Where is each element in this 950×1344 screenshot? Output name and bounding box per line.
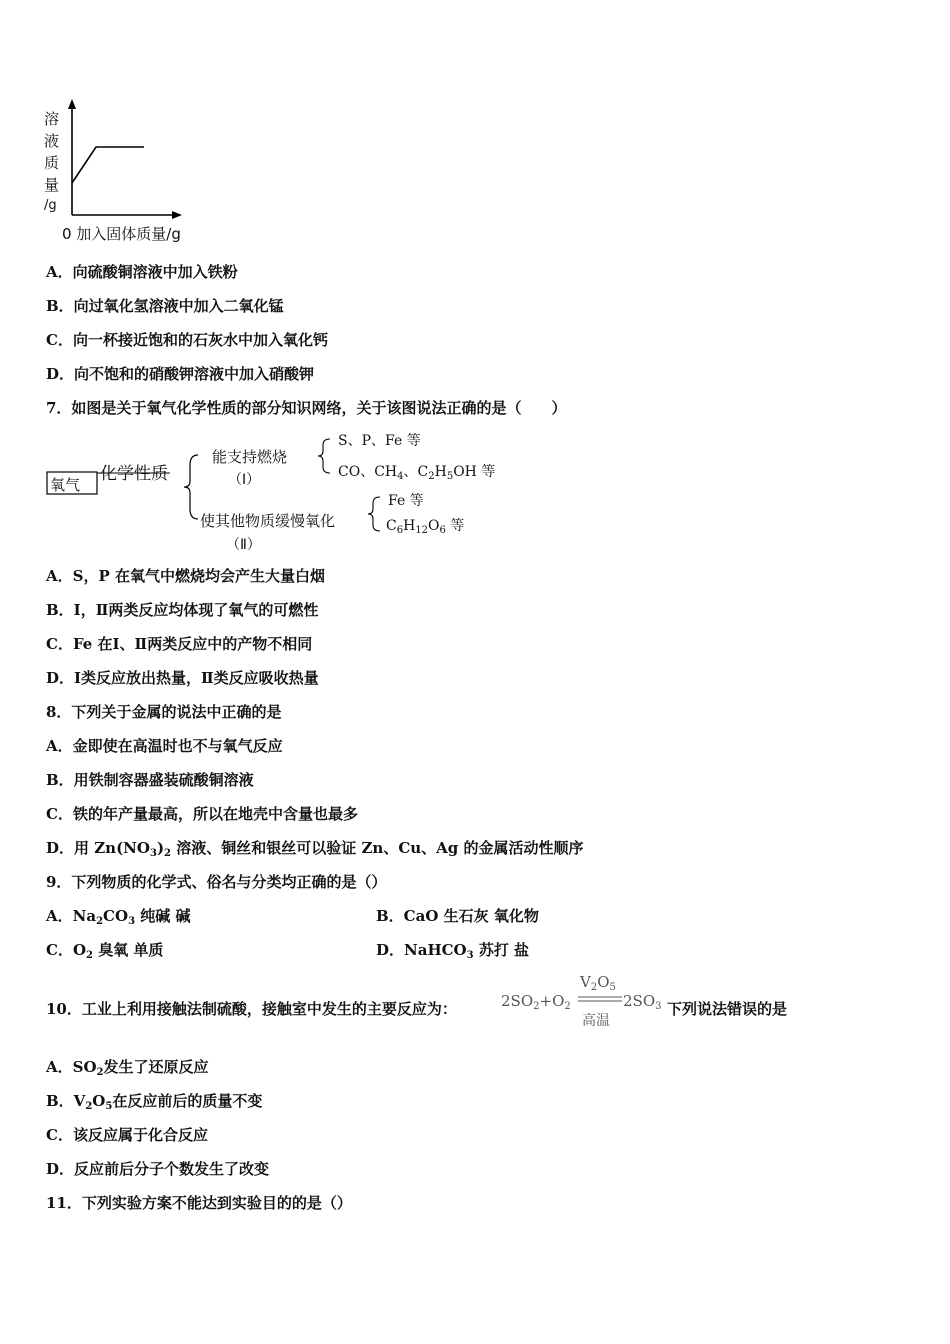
branch2-leaf1: Fe 等: [388, 493, 424, 509]
branch2-label: 使其他物质缓慢氧化: [200, 512, 336, 530]
q8-option-c: C．铁的年产量最高，所以在地壳中含量也最多: [46, 805, 358, 823]
q7-option-b: B．Ⅰ，Ⅱ两类反应均体现了氧气的可燃性: [46, 601, 319, 619]
q9-stem: 9．下列物质的化学式、俗名与分类均正确的是（）: [46, 873, 387, 891]
branch1-tag: （Ⅰ）: [228, 472, 261, 488]
q7-option-d: D．Ⅰ类反应放出热量，Ⅱ类反应吸收热量: [46, 669, 319, 687]
q7-option-a: A．S，P 在氧气中燃烧均会产生大量白烟: [46, 567, 325, 585]
q6-option-b: B．向过氧化氢溶液中加入二氧化锰: [46, 297, 284, 315]
branch1-leaf2: CO、$CH_4$、$C_2H_5OH$ 等: [338, 464, 496, 482]
q9-option-b: B．CaO 生石灰 氧化物: [376, 907, 539, 925]
y-axis-char: 液: [44, 132, 60, 150]
q9-option-a: A．$Na_2CO_3$ 纯碱 碱: [46, 907, 191, 927]
equation-catalyst: $V_2O_5$: [580, 973, 616, 993]
q10-stem: 10．工业上利用接触法制硫酸，接触室中发生的主要反应为：: [46, 1000, 457, 1018]
branch1-label: 能支持燃烧: [212, 448, 288, 466]
q10-option-b: B．$V_2O_5$在反应前后的质量不变: [46, 1092, 263, 1112]
y-axis-char: 量: [44, 176, 60, 194]
y-axis-char: 质: [44, 154, 60, 172]
branch2-tag: （Ⅱ）: [226, 537, 261, 553]
q8-stem: 8．下列关于金属的说法中正确的是: [46, 703, 282, 721]
equation-condition: 高温: [582, 1013, 610, 1029]
q7-option-c: C．Fe 在Ⅰ、Ⅱ两类反应中的产物不相同: [46, 635, 313, 653]
q9-option-d: D．NaHCO$_3$ 苏打 盐: [376, 941, 530, 961]
equation-equals: [578, 996, 624, 1004]
branch1-leaf1: S、P、Fe 等: [338, 433, 421, 449]
diagram-lines: [40, 425, 520, 555]
graph-curve: [72, 147, 144, 183]
root-label: 氧气: [50, 476, 81, 494]
q10-option-d: D．反应前后分子个数发生了改变: [46, 1160, 270, 1178]
q10-stem-tail: 下列说法错误的是: [667, 1000, 788, 1018]
q8-option-b: B．用铁制容器盛装硫酸铜溶液: [46, 771, 254, 789]
equation-product: $2SO_3$: [623, 992, 662, 1012]
branch2-leaf2: $C_6H_{12}O_6$ 等: [386, 518, 465, 536]
y-axis-char: 溶: [44, 110, 60, 128]
q6-option-d: D．向不饱和的硝酸钾溶液中加入硝酸钾: [46, 365, 315, 383]
x-axis-label: 0 加入固体质量/g: [62, 225, 181, 243]
y-axis-unit: /g: [44, 198, 57, 213]
graph-axes: [40, 95, 210, 225]
q11-stem: 11．下列实验方案不能达到实验目的的是（）: [46, 1194, 352, 1212]
q6-option-a: A．向硫酸铜溶液中加入铁粉: [46, 263, 238, 281]
chemical-property-label: 化学性质: [100, 464, 168, 484]
q8-option-d: D．用 $Zn(NO_3)_2$ 溶液、铜丝和银丝可以验证 Zn、Cu、Ag 的金属活动性顺序: [46, 839, 584, 859]
equation-reactants: $2SO_2+O_2$: [501, 992, 571, 1012]
q8-option-a: A．金即使在高温时也不与氧气反应: [46, 737, 283, 755]
q7-stem: 7．如图是关于氧气化学性质的部分知识网络，关于该图说法正确的是（ ）: [46, 399, 567, 417]
q10-option-c: C．该反应属于化合反应: [46, 1126, 208, 1144]
q9-option-c: C．$O_2$ 臭氧 单质: [46, 941, 164, 961]
q6-option-c: C．向一杯接近饱和的石灰水中加入氧化钙: [46, 331, 328, 349]
q10-option-a: A．$SO_2$发生了还原反应: [46, 1058, 209, 1078]
